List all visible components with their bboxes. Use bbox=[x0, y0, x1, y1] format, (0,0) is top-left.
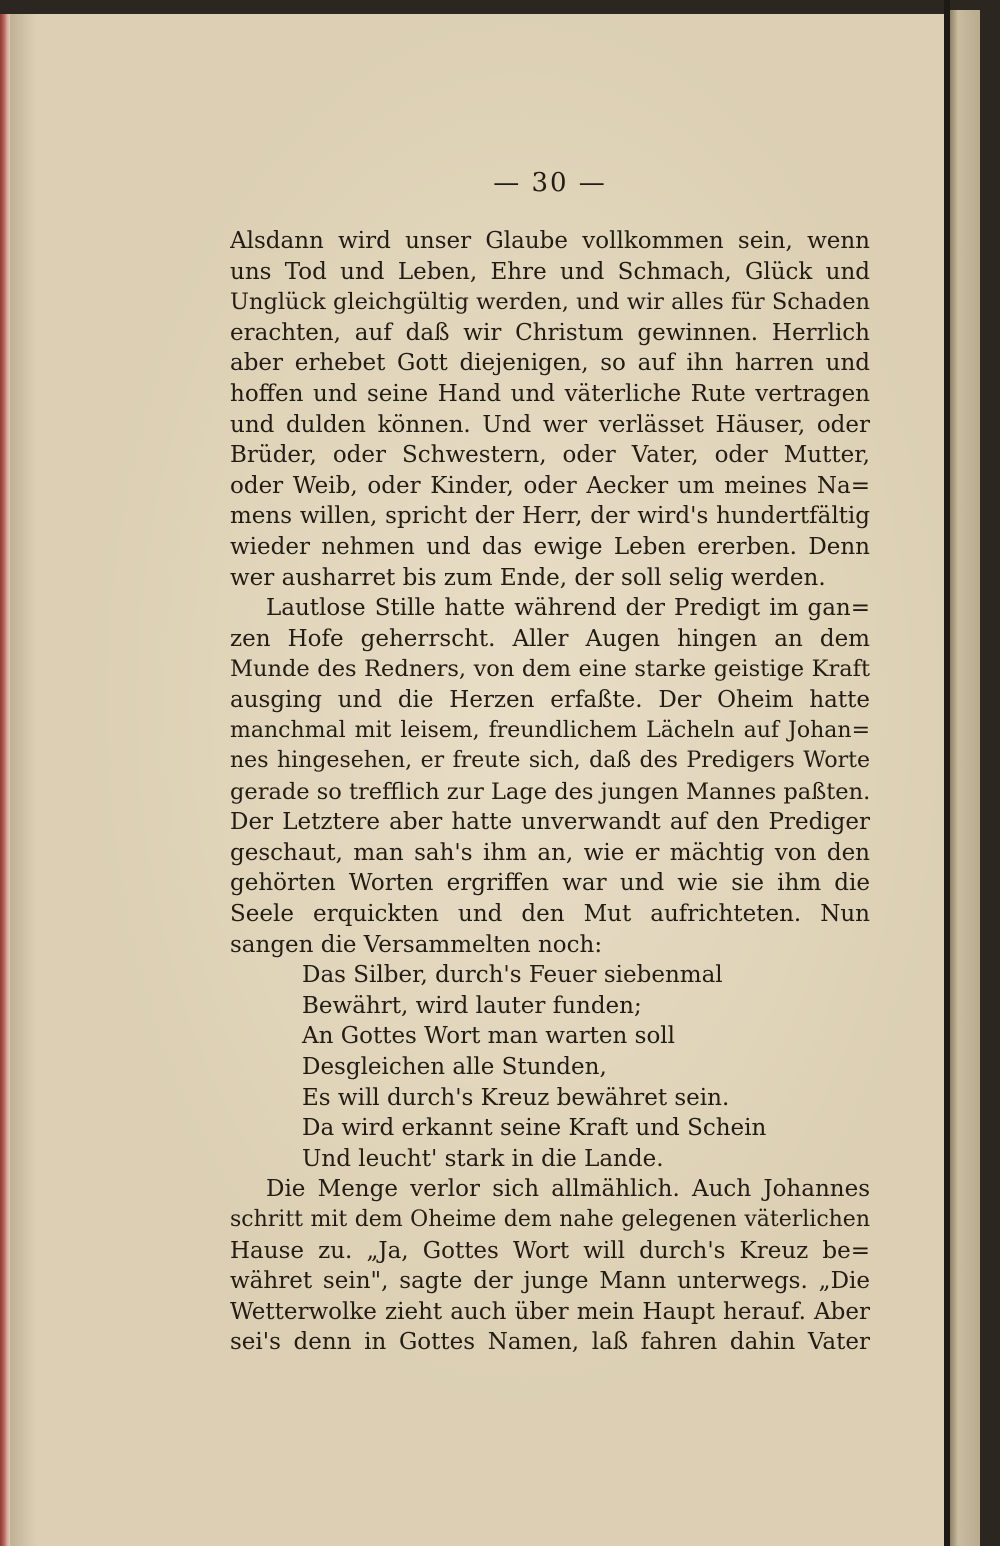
text-line: Brüder, oder Schwestern, oder Vater, oder Mutter, bbox=[230, 442, 870, 469]
text-line: mens willen, spricht der Herr, der wird's hundertfältig bbox=[230, 503, 870, 530]
text-line: Seele erquickten und den Mut aufrichteten. Nun bbox=[230, 901, 870, 928]
next-page-edge bbox=[950, 10, 980, 1546]
paragraph-3 bbox=[230, 1174, 870, 1358]
text-line: Alsdann wird unser Glaube vollkommen sein, wenn bbox=[230, 228, 870, 254]
verse-line: An Gottes Wort man warten soll bbox=[302, 1023, 676, 1050]
text-line: Unglück gleichgültig werden, und wir alles für Schaden bbox=[230, 289, 870, 316]
verse-line: Da wird erkannt seine Kraft und Schein bbox=[302, 1115, 767, 1142]
text-line: geschaut, man sah's ihm an, wie er mächtig von den bbox=[230, 839, 870, 866]
text-line: Der Letztere aber hatte unverwandt auf den Prediger bbox=[230, 809, 870, 836]
text-line: währet sein", sagte der junge Mann unterwegs. „Die bbox=[230, 1268, 870, 1295]
verse-line: Desgleichen alle Stunden, bbox=[302, 1054, 607, 1081]
text-line: oder Weib, oder Kinder, oder Aecker um meines Na= bbox=[230, 472, 870, 499]
text-line: Lautlose Stille hatte während der Predigt im gan= bbox=[266, 595, 870, 622]
text-line: uns Tod und Leben, Ehre und Schmach, Glück und bbox=[230, 258, 870, 285]
text-line: erachten, auf daß wir Christum gewinnen. Herrlich bbox=[230, 319, 870, 346]
text-line: Munde des Redners, von dem eine starke geistige Kraft bbox=[230, 656, 870, 683]
body-text bbox=[230, 226, 870, 1358]
text-line: zen Hofe geherrscht. Aller Augen hingen an dem bbox=[230, 625, 870, 652]
text-line: hoffen und seine Hand und väterliche Rute vertragen bbox=[230, 380, 870, 407]
text-line: gerade so trefflich zur Lage des jungen Mannes paßten. bbox=[230, 778, 870, 805]
paragraph-2 bbox=[230, 593, 870, 960]
text-line: aber erhebet Gott diejenigen, so auf ihn harren und bbox=[230, 350, 870, 377]
text-line: sangen die Versammelten noch: bbox=[230, 931, 603, 958]
paragraph-1 bbox=[230, 226, 870, 593]
text-line: Wetterwolke zieht auch über mein Haupt herauf. Aber bbox=[230, 1298, 870, 1325]
text-line: Die Menge verlor sich allmählich. Auch Johannes bbox=[266, 1176, 870, 1203]
binding-edge bbox=[0, 14, 10, 1546]
verse-line: Das Silber, durch's Feuer siebenmal bbox=[302, 962, 723, 989]
text-line: ausging und die Herzen erfaßte. Der Oheim hatte bbox=[230, 686, 870, 713]
hymn-verse bbox=[230, 960, 870, 1174]
text-line: gehörten Worten ergriffen war und wie sie ihm die bbox=[230, 870, 870, 897]
text-line: Hause zu. „Ja, Gottes Wort will durch's Kreuz be= bbox=[230, 1237, 870, 1264]
text-line: sei's denn in Gottes Namen, laß fahren dahin Vater bbox=[230, 1329, 870, 1356]
verse-line: Bewährt, wird lauter funden; bbox=[302, 992, 642, 1019]
verse-line: Es will durch's Kreuz bewähret sein. bbox=[302, 1084, 730, 1111]
text-line: wer ausharret bis zum Ende, der soll selig werden. bbox=[230, 564, 826, 591]
page-number: — 30 — bbox=[493, 168, 607, 198]
text-line: und dulden können. Und wer verlässet Häuser, oder bbox=[230, 411, 870, 438]
text-line: manchmal mit leisem, freundlichem Lächeln auf Johan= bbox=[230, 717, 870, 743]
text-line: nes hingesehen, er freute sich, daß des Predigers Worte bbox=[230, 748, 870, 774]
text-line: wieder nehmen und das ewige Leben ererben. Denn bbox=[230, 533, 870, 560]
scan-border bbox=[980, 0, 1000, 1546]
verse-line: Und leucht' stark in die Lande. bbox=[302, 1145, 664, 1172]
text-line: schritt mit dem Oheime dem nahe gelegenen väterlichen bbox=[230, 1207, 870, 1232]
